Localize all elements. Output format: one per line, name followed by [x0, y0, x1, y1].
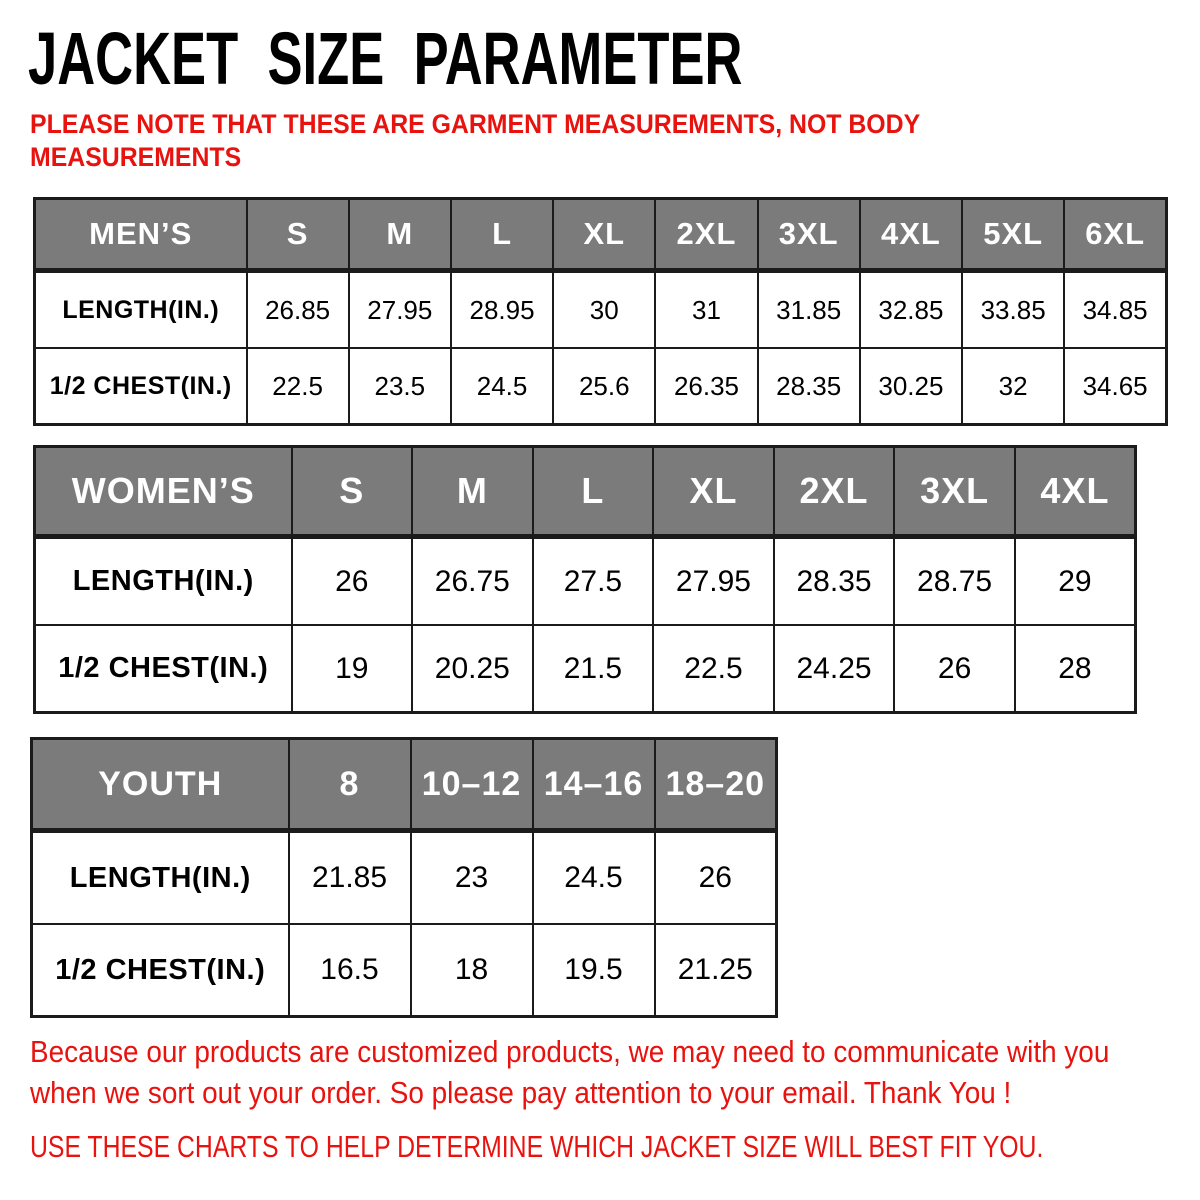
size-value-cell: 26	[894, 625, 1015, 713]
size-value-cell: 21.5	[533, 625, 654, 713]
size-header-cell: XL	[553, 199, 655, 271]
size-value-cell: 19	[292, 625, 413, 713]
row-label: 1/2 CHEST(IN.)	[32, 924, 289, 1017]
size-value-cell: 16.5	[289, 924, 411, 1017]
size-value-cell: 28.75	[894, 537, 1015, 626]
table-row	[35, 537, 1136, 626]
garment-measurement-note	[30, 108, 920, 174]
row-label: LENGTH(IN.)	[35, 537, 292, 626]
size-value-cell: 31	[655, 271, 757, 349]
size-value-cell: 24.5	[451, 348, 553, 425]
row-label: LENGTH(IN.)	[35, 271, 247, 349]
row-label: LENGTH(IN.)	[32, 831, 289, 925]
size-value-cell: 23.5	[349, 348, 451, 425]
chart-usage-note: USE THESE CHARTS TO HELP DETERMINE WHICH JACKET SIZE WILL BEST FIT YOU.	[30, 1129, 1044, 1164]
size-value-cell: 22.5	[653, 625, 774, 713]
size-value-cell: 27.95	[653, 537, 774, 626]
size-value-cell: 28.95	[451, 271, 553, 349]
row-label: 1/2 CHEST(IN.)	[35, 625, 292, 713]
size-value-cell: 30	[553, 271, 655, 349]
size-value-cell: 32	[962, 348, 1064, 425]
size-value-cell: 24.25	[774, 625, 895, 713]
size-header-cell: 14–16	[533, 739, 655, 831]
table-title-cell: YOUTH	[32, 739, 289, 831]
size-value-cell: 18	[411, 924, 533, 1017]
size-value-cell: 20.25	[412, 625, 533, 713]
size-header-cell: S	[292, 447, 413, 537]
table-header-row	[32, 739, 777, 831]
size-value-cell: 26.85	[247, 271, 349, 349]
size-value-cell: 25.6	[553, 348, 655, 425]
size-header-cell: 3XL	[894, 447, 1015, 537]
size-header-cell: 5XL	[962, 199, 1064, 271]
page-title: JACKET SIZE PARAMETER	[28, 17, 743, 100]
size-value-cell: 34.85	[1064, 271, 1166, 349]
mens-size-table	[33, 197, 1168, 426]
table-row	[32, 924, 777, 1017]
table-title-cell: MEN’S	[35, 199, 247, 271]
size-header-cell: 2XL	[655, 199, 757, 271]
size-value-cell: 26.35	[655, 348, 757, 425]
customization-notice	[30, 1032, 1109, 1114]
size-value-cell: 26	[655, 831, 777, 925]
size-value-cell: 21.25	[655, 924, 777, 1017]
size-header-cell: 6XL	[1064, 199, 1166, 271]
size-value-cell: 27.95	[349, 271, 451, 349]
size-value-cell: 34.65	[1064, 348, 1166, 425]
size-header-cell: XL	[653, 447, 774, 537]
size-value-cell: 32.85	[860, 271, 962, 349]
size-value-cell: 33.85	[962, 271, 1064, 349]
note-line-2: MEASUREMENTS	[30, 142, 242, 173]
size-value-cell: 21.85	[289, 831, 411, 925]
notice-line-1: Because our products are customized products, we may need to communicate with you	[30, 1034, 1110, 1069]
size-header-cell: S	[247, 199, 349, 271]
size-value-cell: 28.35	[758, 348, 860, 425]
size-header-cell: 18–20	[655, 739, 777, 831]
notice-line-2: when we sort out your order. So please pay attention to your email. Thank You !	[30, 1074, 1012, 1110]
size-value-cell: 27.5	[533, 537, 654, 626]
size-value-cell: 31.85	[758, 271, 860, 349]
size-header-cell: M	[412, 447, 533, 537]
table-row	[35, 348, 1167, 425]
size-value-cell: 22.5	[247, 348, 349, 425]
size-value-cell: 28.35	[774, 537, 895, 626]
size-value-cell: 23	[411, 831, 533, 925]
size-value-cell: 29	[1015, 537, 1136, 626]
size-value-cell: 26.75	[412, 537, 533, 626]
size-header-cell: L	[533, 447, 654, 537]
table-title-cell: WOMEN’S	[35, 447, 292, 537]
size-header-cell: L	[451, 199, 553, 271]
note-line-1: PLEASE NOTE THAT THESE ARE GARMENT MEASUREMENTS, NOT BODY	[30, 109, 921, 139]
size-header-cell: 2XL	[774, 447, 895, 537]
table-row	[35, 625, 1136, 713]
size-value-cell: 26	[292, 537, 413, 626]
table-header-row	[35, 447, 1136, 537]
size-header-cell: M	[349, 199, 451, 271]
table-header-row	[35, 199, 1167, 271]
size-value-cell: 30.25	[860, 348, 962, 425]
size-header-cell: 3XL	[758, 199, 860, 271]
size-value-cell: 24.5	[533, 831, 655, 925]
size-value-cell: 19.5	[533, 924, 655, 1017]
size-header-cell: 10–12	[411, 739, 533, 831]
row-label: 1/2 CHEST(IN.)	[35, 348, 247, 425]
size-header-cell: 8	[289, 739, 411, 831]
size-header-cell: 4XL	[860, 199, 962, 271]
table-row	[35, 271, 1167, 349]
womens-size-table	[33, 445, 1137, 714]
youth-size-table	[30, 737, 778, 1018]
size-header-cell: 4XL	[1015, 447, 1136, 537]
table-row	[32, 831, 777, 925]
size-value-cell: 28	[1015, 625, 1136, 713]
